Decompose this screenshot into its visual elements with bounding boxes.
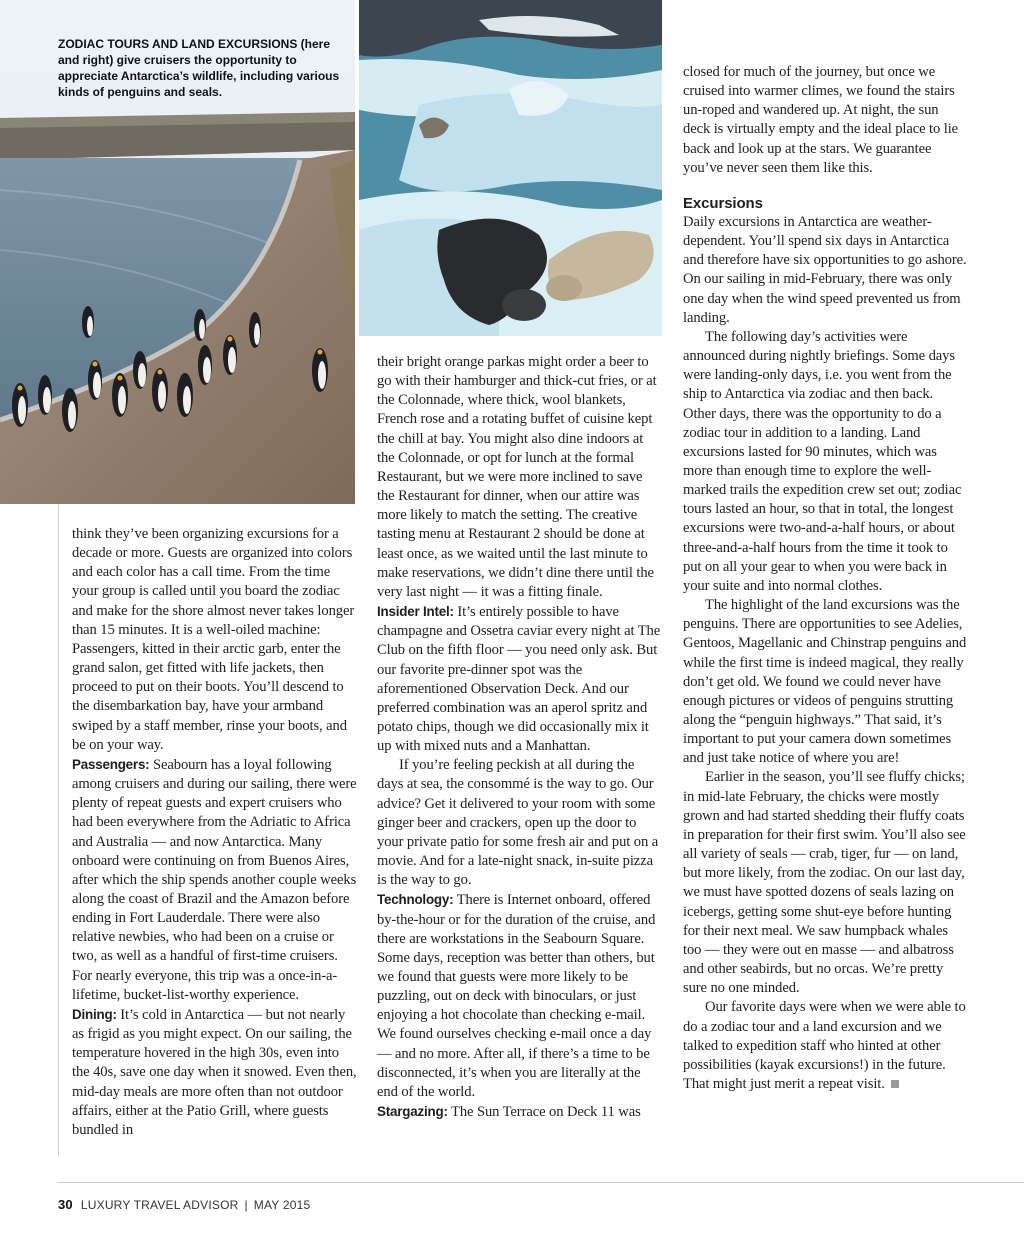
page-footer — [58, 1197, 310, 1212]
body-paragraph: closed for much of the journey, but once we cruised into warmer climes, we found the stairs un-roped and wandered up. At night, the sun deck is virtually empty and the ideal place to lie back and look up at the stars. We guarantee you’ve never seen them like this. — [683, 64, 959, 176]
body-paragraph: Earlier in the season, you’ll see fluffy chicks; in mid-late February, the chicks were mostly grown and had started shedding their fluffy coats in preparation for their first swim. You’ll also see all variety of seals — crab, tiger, fur — on land, but more likely, from the zodiac. On our last day, we must have spotted dozens of seals lazing on icebergs, getting some shut-eye before hunting for their next meal. We saw humpback whales too — they were out en masse — and albatross and other seabirds, but no orcas. We’re pretty sure no one minded. — [683, 769, 966, 997]
section-lead: Passengers: — [72, 756, 150, 772]
publication-name: LUXURY TRAVEL ADVISOR — [80, 1198, 239, 1212]
footer-rule — [58, 1182, 1024, 1183]
footer-separator: | — [244, 1198, 248, 1212]
body-paragraph: Daily excursions in Antarctica are weather-dependent. You’ll spend six days in Antarctica and therefore have six opportunities to go ashore. On our sailing in mid-February, there was only one day when the wind speed prevented us from landing. — [683, 213, 967, 326]
body-paragraph: think they’ve been organizing excursions for a decade or more. Guests are organized into colors and each color has a call time. From the time your group is called until you board the zodiac and make for the shore almost never takes longer than 15 minutes. It is a well-oiled machine: Passengers, kitted in their arctic garb, enter the grand salon, get fitted with life jackets, then proceed to put on their boots. You’ll descend to the disembarkation bay, have your armband swiped by a staff member, rinse your boots, and be on your way. — [72, 526, 355, 753]
issue-date: MAY 2015 — [253, 1198, 311, 1212]
body-paragraph: The highlight of the land excursions was the penguins. There are opportunities to see Adelies, Gentoos, Magellanic and Chinstrap penguins and while the first time is indeed magical, they really don’t get old. We found we could never have enough pictures or videos of penguins strutting along the “penguin highways.” That said, it’s important to put your camera down sometimes and just take notice of where you are! — [683, 597, 967, 767]
body-paragraph: Passengers: Seabourn has a loyal following among cruisers and during our sailing, there were plenty of repeat guests and expert cruisers who had been everywhere from the Adriatic to Africa and Australia — and now Antarctica. Many onboard were continuing on from Buenos Aires, after which the ship spends another couple weeks along the coast of Brazil and the Amazon before ending in Fort Lauderdale. There were also relative newbies, who had been on a cruise or two, as well as a handful of first-time cruisers. For nearly everyone, this trip was a once-in-a-lifetime, bucket-list-worthy experience. — [72, 756, 357, 1003]
article-column-1 — [72, 525, 358, 1140]
seal-iceberg-photo — [359, 0, 662, 336]
section-lead: Dining: — [72, 1006, 117, 1022]
body-paragraph: Insider Intel: It’s entirely possible to have champagne and Ossetra caviar every night at The Club on the fifth floor — you need only ask. But our favorite pre-dinner spot was the aforementioned Observation Deck. And our preferred combination was an aperol spritz and potato chips, though we did occasionally mix it up with mixed nuts and a Manhattan. — [377, 604, 661, 755]
end-mark-icon — [891, 1080, 899, 1088]
body-paragraph: their bright orange parkas might order a beer to go with their hamburger and thick-cut fries, or at the Colonnade, where thick, wool blankets, French rose and a rotating buffet of cuisine kept the chill at bay. You might also dine indoors at the Colonnade, or opt for lunch at the formal Restaurant, but we were more inclined to save the Restaurant for dinner, when our attire was more likely to match the setting. The creative tasting menu at Restaurant 2 should be done at least once, as we waited until the last minute to make reservations, we didn’t dine there until the very last night — it was a fitting finale. — [377, 354, 657, 600]
section-lead: Technology: — [377, 892, 454, 908]
photo-caption: ZODIAC TOURS AND LAND EXCURSIONS (here and right) give cruisers the opportunity to appreciate Antarctica’s wildlife, including various kinds of penguins and seals. — [58, 37, 340, 99]
column-rule — [58, 504, 59, 1156]
article-column-3 — [683, 63, 969, 1094]
page-number: 30 — [58, 1197, 73, 1212]
section-lead: Insider Intel: — [377, 604, 454, 620]
body-paragraph: Dining: It’s cold in Antarctica — but not nearly as frigid as you might expect. On our sailing, the temperature hovered in the high 30s, even into the 40s, save one day when it snowed. Even then, mid-day meals are more often than not outdoor affairs, either at the Patio Grill, where guests bundled in — [72, 1006, 357, 1138]
body-paragraph: Our favorite days were when we were able to do a zodiac tour and a land excursion and we talked to expedition staff who hinted at other possibilities (kayak excursions!) in the future. That might just merit a repeat visit. — [683, 999, 966, 1092]
section-lead: Stargazing: — [377, 1104, 448, 1120]
section-heading: Excursions — [683, 194, 763, 212]
body-paragraph: Technology: There is Internet onboard, offered by-the-hour or for the duration of the cruise, and there are workstations in the Seabourn Square. Some days, reception was better than others, but we found that guests were more likely to be puzzling, out on deck with binoculars, or just enjoying a hot chocolate than checking e-mail. We found ourselves checking e-mail once a day — and no more. After all, if there’s a time to be disconnected, it’s when you are literally at the end of the world. — [377, 892, 656, 1100]
article-column-2 — [377, 353, 663, 1122]
body-paragraph: The following day’s activities were announced during nightly briefings. Some days were landing-only days, i.e. you went from the ship to Antarctica via zodiac and then back. Other days, there was the opportunity to do a zodiac tour in addition to a landing. Land excursions lasted for 90 minutes, which was more than enough time to explore the well-marked trails the expedition crew set out; zodiac tours lasted an hour, so that in total, the longest excursions were two-and-a-half hours, or about three-and-a-half hours from the time it took to put on all your gear to when you were back in your suite and into normal clothes. — [683, 328, 962, 594]
body-paragraph: If you’re feeling peckish at all during the days at sea, the consommé is the way to go. Our advice? Get it delivered to your room with some ginger beer and crackers, open up the door to your private patio for some fresh air and put on a movie. And for a late-night snack, in-suite pizza is the way to go. — [377, 757, 659, 889]
body-paragraph: Stargazing: The Sun Terrace on Deck 11 was — [377, 1104, 641, 1121]
